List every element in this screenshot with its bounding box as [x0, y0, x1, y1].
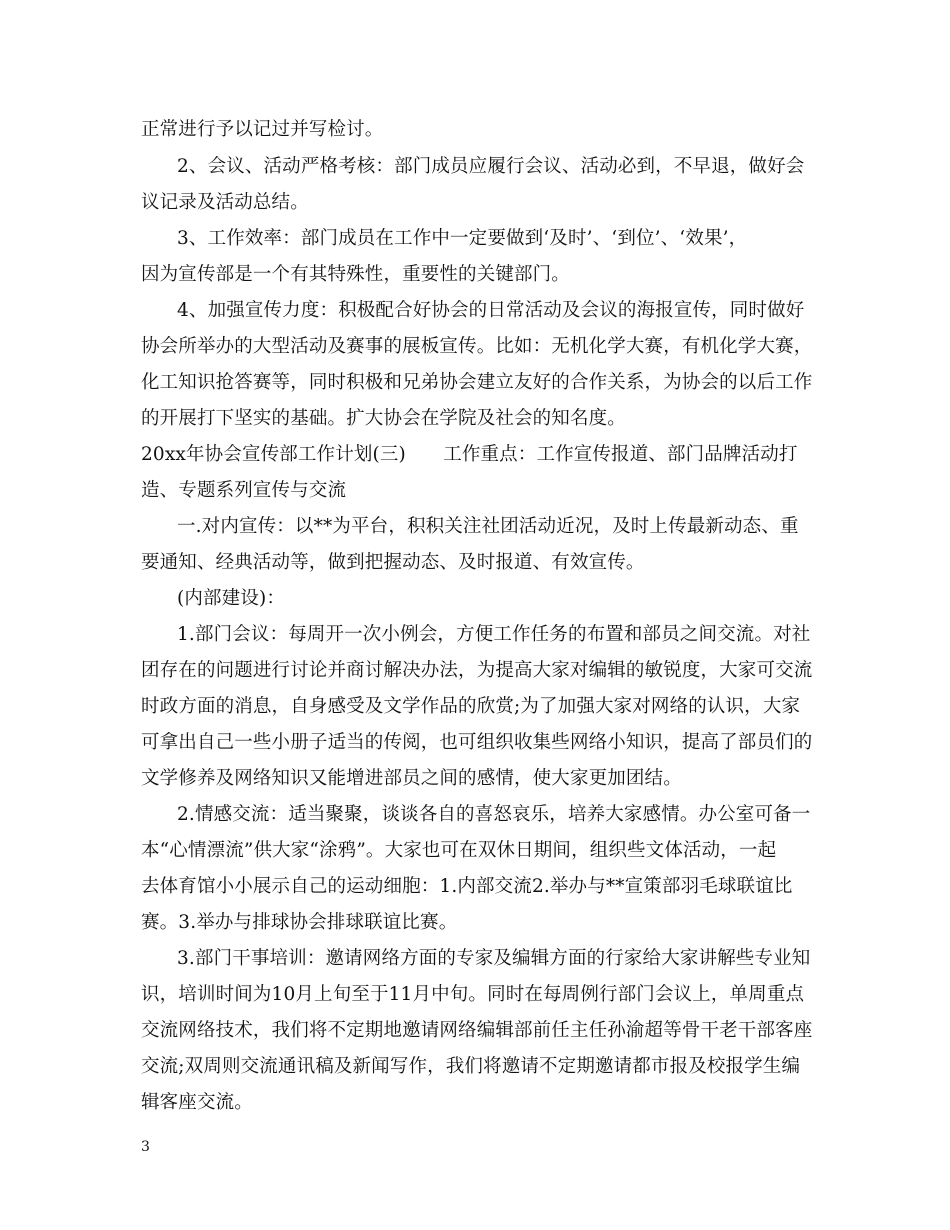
text-line: 2、会议、活动严格考核：部门成员应履行会议、活动必到，不早退，做好会 [177, 156, 805, 177]
text-line: 本“心情漂流”供大家“涂鸦”。大家也可在双休日期间，组织些文体活动，一起 [141, 840, 777, 861]
text-line: 正常进行予以记过并写检讨。 [141, 119, 384, 140]
text-line: 协会所举办的大型活动及赛事的展板宣传。比如：无机化学大赛，有机化学大赛， [141, 336, 813, 357]
text-line: 交流网络技术，我们将不定期地邀请网络编辑部前任主任孙渝超等骨干老干部客座 [141, 1020, 813, 1041]
text-line: 化工知识抢答赛等，同时积极和兄弟协会建立友好的合作关系，为协会的以后工作 [141, 372, 813, 393]
text-line: 2.情感交流：适当聚聚，谈谈各自的喜怒哀乐，培养大家感情。办公室可备一 [177, 804, 811, 825]
text-line: 一.对内宣传：以**为平台，积积关注社团活动近况，及时上传最新动态、重 [177, 516, 799, 537]
text-line: 识，培训时间为10月上旬至于11月中旬。同时在每周例行部门会议上，单周重点 [141, 984, 805, 1005]
text-line: 造、专题系列宣传与交流 [141, 480, 347, 501]
page-number: 3 [141, 1139, 150, 1155]
text-line: 赛。3.举办与排球协会排球联谊比赛。 [141, 912, 458, 933]
text-line: 团存在的问题进行讨论并商讨解决办法，为提高大家对编辑的敏锐度，大家可交流 [141, 660, 813, 681]
text-line: 交流;双周则交流通讯稿及新闻写作，我们将邀请不定期邀请都市报及校报学生编 [141, 1056, 801, 1077]
text-line: 去体育馆小小展示自己的运动细胞：1.内部交流2.举办与**宣策部羽毛球联谊比 [141, 876, 793, 897]
text-line: 可拿出自己一些小册子适当的传阅，也可组织收集些网络小知识，提高了部员们的 [141, 732, 813, 753]
text-line: 文学修养及网络知识又能增进部员之间的感情，使大家更加团结。 [141, 768, 682, 789]
text-line: 1.部门会议：每周开一次小例会，方便工作任务的布置和部员之间交流。对社 [177, 624, 811, 645]
text-line: 4、加强宣传力度：积极配合好协会的日常活动及会议的海报宣传，同时做好 [177, 300, 805, 321]
text-line: 因为宣传部是一个有其特殊性，重要性的关键部门。 [141, 264, 570, 285]
text-line: 20xx年协会宣传部工作计划(三) 工作重点：工作宣传报道、部门品牌活动打 [141, 444, 798, 465]
text-line: (内部建设)： [177, 588, 285, 609]
text-line: 议记录及活动总结。 [141, 192, 309, 213]
text-line: 时政方面的消息，自身感受及文学作品的欣赏;为了加强大家对网络的认识，大家 [141, 696, 801, 717]
text-line: 要通知、经典活动等，做到把握动态、及时报道、有效宣传。 [141, 552, 645, 573]
text-line: 辑客座交流。 [141, 1092, 253, 1113]
text-line: 3.部门干事培训：邀请网络方面的专家及编辑方面的行家给大家讲解些专业知 [177, 948, 811, 969]
text-line: 3、工作效率：部门成员在工作中一定要做到‘及时’、‘到位’、‘效果’， [177, 228, 748, 249]
text-line: 的开展打下坚实的基础。扩大协会在学院及社会的知名度。 [141, 408, 626, 429]
